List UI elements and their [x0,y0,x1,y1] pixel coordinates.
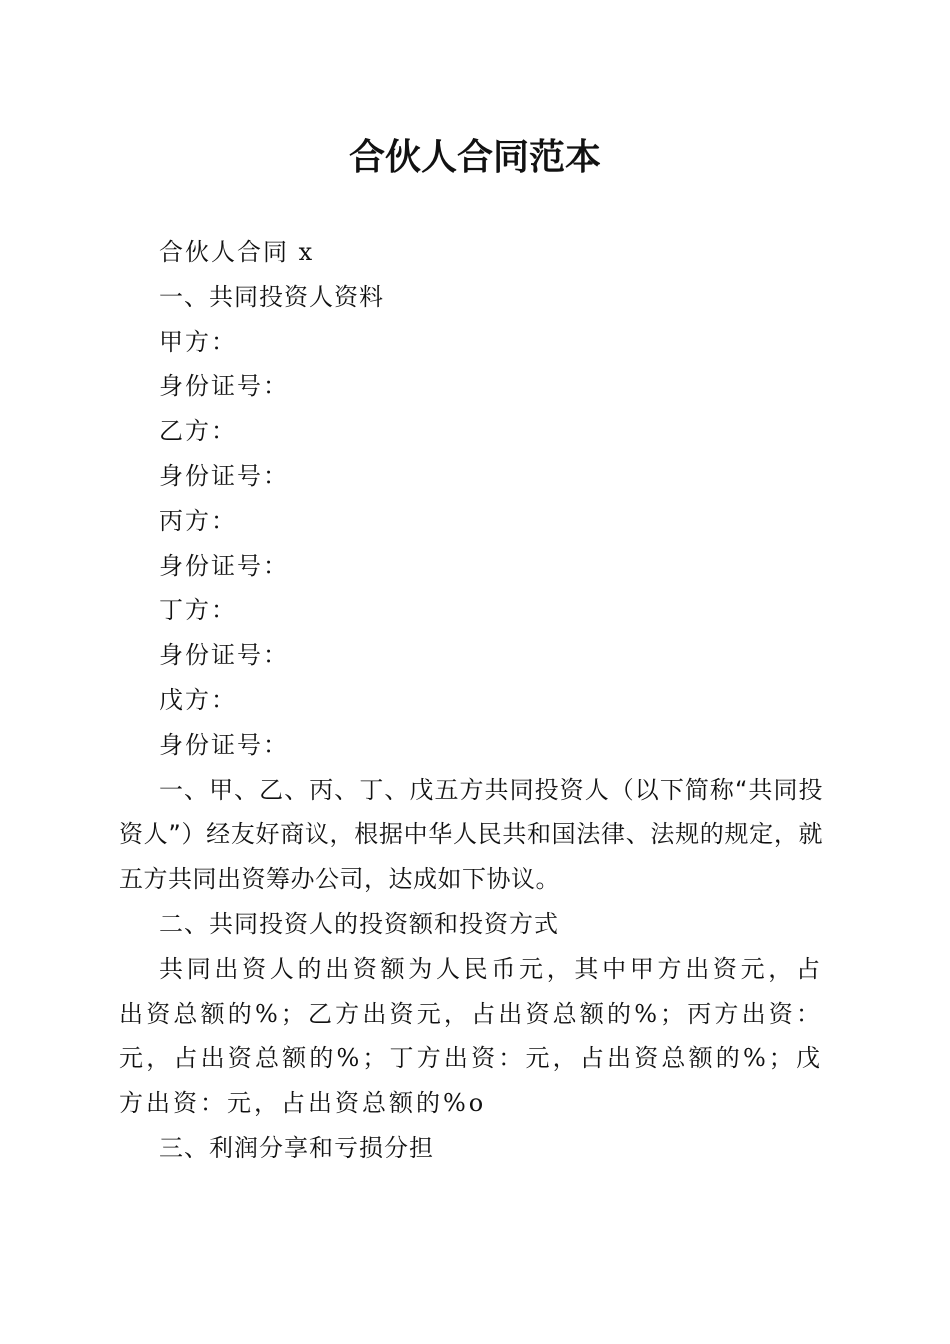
section-2-heading: 二、共同投资人的投资额和投资方式 [159,909,559,938]
intro-paragraph: 一、甲、乙、丙、丁、戊五方共同投资人（以下简称“共同投资人”）经友好商议，根据中华人民共和国法律、法规的规定，就五方共同出资筹办公司，达成如下协议。 [119,775,823,894]
party-e-id-label: 身份证号： [159,730,289,759]
party-c-label: 丙方： [159,506,237,535]
party-a-id-label: 身份证号： [159,372,289,401]
party-d-label: 丁方： [159,596,237,625]
party-a-label: 甲方： [159,327,237,356]
document-title: 合伙人合同范本 [348,137,601,178]
party-b-label: 乙方： [159,417,237,446]
section-1-heading: 一、共同投资人资料 [159,282,384,311]
contract-subtitle: 合伙人合同 x [159,238,315,266]
party-c-id-label: 身份证号： [159,551,289,580]
party-d-id-label: 身份证号： [159,641,289,670]
section-2-body: 共同出资人的出资额为人民币元，其中甲方出资元，占出资总额的%；乙方出资元，占出资总额的%；丙方出资：元，占出资总额的%；丁方出资：元，占出资总额的%；戊方出资：元，占出资总额的%o [119,954,823,1118]
section-3-heading: 三、利润分享和亏损分担 [159,1133,434,1162]
party-b-id-label: 身份证号： [159,461,289,490]
document-body [119,230,823,1171]
party-e-label: 戊方： [159,685,237,714]
